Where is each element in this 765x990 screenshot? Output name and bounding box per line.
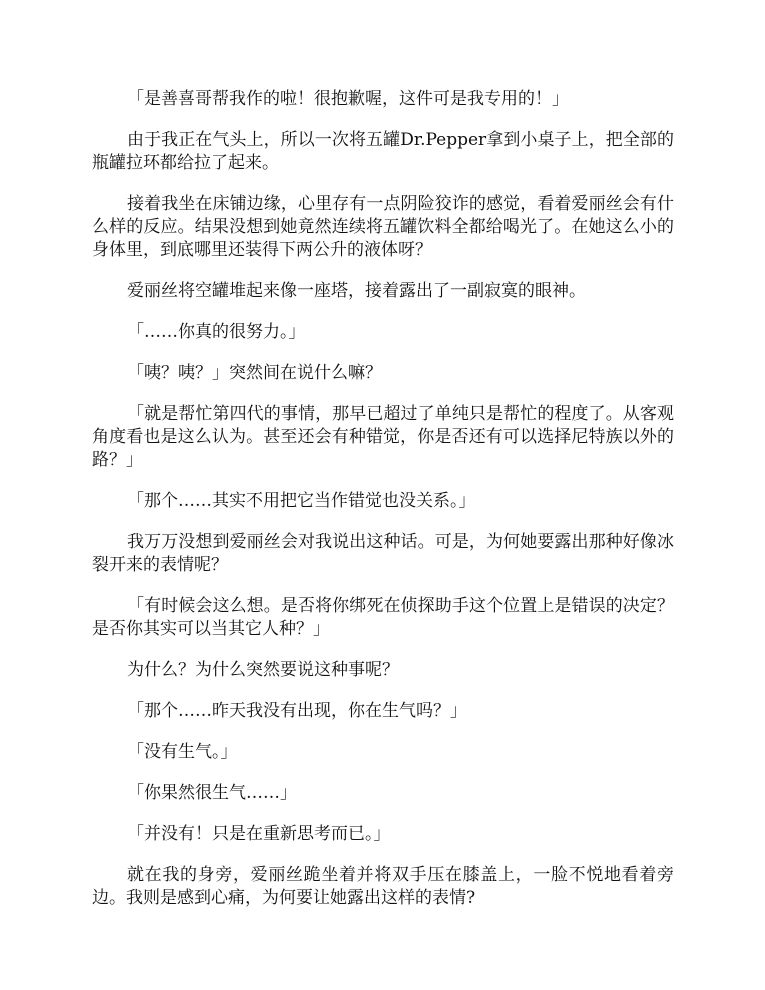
paragraph: 「那个……其实不用把它当作错觉也没关系。」 (127, 491, 476, 511)
paragraph: 「有时候会这么想。是否将你绑死在侦探助手这个位置上是错误的决定？是否你其实可以当其它人种？」 (92, 596, 674, 639)
paragraph: 「咦？咦？」突然间在说什么嘛？ (127, 363, 382, 383)
paragraph: 由于我正在气头上，所以一次将五罐Dr.Pepper拿到小桌子上，把全部的瓶罐拉环都给拉了起来。 (92, 130, 674, 173)
paragraph: 「就是帮忙第四代的事情，那早已超过了单纯只是帮忙的程度了。从客观角度看也是这么认为。甚至还会有种错觉，你是否还有可以选择尼特族以外的路？」 (92, 404, 674, 470)
paragraph: 「那个……昨天我没有出现，你在生气吗？」 (127, 701, 467, 721)
paragraph: 「你果然很生气……」 (127, 783, 297, 803)
paragraph: 爱丽丝将空罐堆起来像一座塔，接着露出了一副寂寞的眼神。 (127, 281, 586, 301)
paragraph: 「并没有！只是在重新思考而已。」 (127, 824, 391, 844)
paragraph: 「是善喜哥帮我作的啦！很抱歉喔，这件可是我专用的！」 (127, 89, 569, 109)
paragraph: 就在我的身旁，爱丽丝跪坐着并将双手压在膝盖上，一脸不悦地看着旁边。我则是感到心痛，为何要让她露出这样的表情? (92, 865, 674, 908)
paragraph: 我万万没想到爱丽丝会对我说出这种话。可是，为何她要露出那种好像冰裂开来的表情呢？ (92, 532, 674, 575)
document-page (92, 88, 674, 928)
paragraph: 「……你真的很努力。」 (127, 322, 306, 342)
paragraph: 为什么？为什么突然要说这种事呢？ (127, 660, 399, 680)
paragraph: 「没有生气。」 (127, 742, 238, 762)
paragraph: 接着我坐在床铺边缘，心里存有一点阴险狡诈的感觉，看着爱丽丝会有什么样的反应。结果没想到她竟然连续将五罐饮料全都给喝光了。在她这么小的身体里，到底哪里还装得下两公升的液体呀？ (92, 194, 674, 260)
